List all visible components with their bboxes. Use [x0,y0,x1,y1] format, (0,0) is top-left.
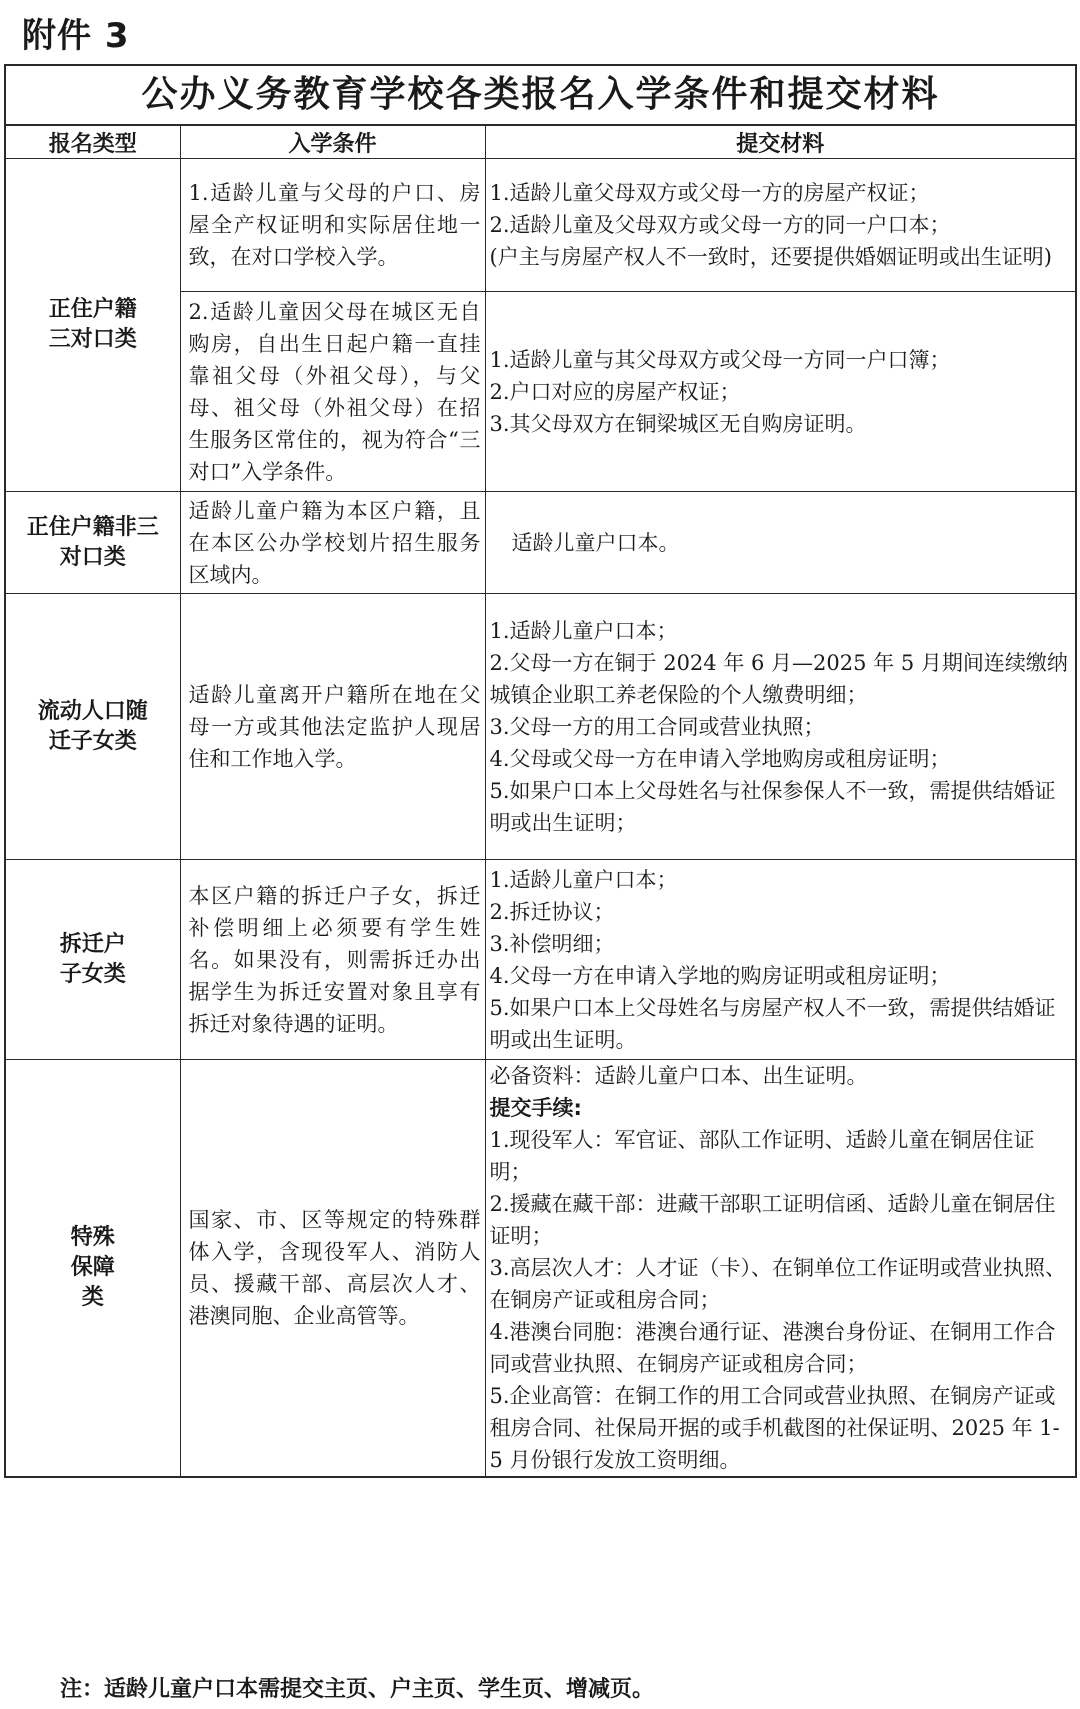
table-title: 公办义务教育学校各类报名入学条件和提交材料 [6,66,1075,126]
condition-cell: 本区户籍的拆迁户子女，拆迁补偿明细上必须要有学生姓名。如果没有，则需拆迁办出据学生为拆迁安置对象且享有拆迁对象待遇的证明。 [180,860,485,1060]
condition-cell: 适龄儿童离开户籍所在地在父母一方或其他法定监护人现居住和工作地入学。 [180,594,485,860]
materials-cell [485,1060,1075,1477]
type-label: 正住户籍三对口类 [48,297,137,352]
material-item: 1.适龄儿童与其父母双方或父母一方同一户口簿； [489,347,951,372]
table-row [6,492,1075,594]
type-label: 拆迁户子女类 [59,931,126,987]
type-cell [6,1060,180,1477]
material-item: 5.企业高管：在铜工作的用工合同或营业执照、在铜房产证或租房合同、社保局开据的或手机截图的社保证明、2025 年 1-5 月份银行发放工资明细。 [489,1384,1060,1472]
header-materials: 提交材料 [485,126,1075,159]
type-cell [6,594,180,860]
material-item: 4.港澳台同胞：港澳台通行证、港澳台身份证、在铜用工作合同或营业执照、在铜房产证或租房合同； [489,1320,1056,1376]
type-label: 正住户籍非三对口类 [26,514,159,570]
material-item: 4.父母一方在申请入学地的购房证明或租房证明； [489,963,951,988]
material-item: 2.父母一方在铜于 2024 年 6 月—2025 年 5 月期间连续缴纳城镇企业职工养老保险的个人缴费明细； [489,650,1068,707]
material-item: 3.高层次人才：人才证（卡）、在铜单位工作证明或营业执照、在铜房产证或租房合同； [489,1256,1067,1312]
material-item: 2.拆迁协议； [489,899,615,924]
material-item: 2.适龄儿童及父母双方或父母一方的同一户口本； [489,213,951,237]
materials-cell [485,594,1075,860]
material-item: 适龄儿童户口本。 [511,530,680,555]
material-item: 4.父母或父母一方在申请入学地购房或租房证明； [489,746,951,771]
table-row [6,1060,1075,1477]
condition-cell: 国家、市、区等规定的特殊群体入学，含现役军人、消防人员、援藏干部、高层次人才、港澳同胞、企业高管等。 [180,1060,485,1477]
material-item: (户主与房屋产权人不一致时，还要提供婚姻证明或出生证明) [489,245,1052,269]
type-label: 流动人口随迁子女类 [37,698,148,754]
type-cell [6,492,180,594]
materials-cell [485,292,1075,492]
materials-cell [485,860,1075,1060]
material-item: 1.适龄儿童父母双方或父母一方的房屋产权证； [489,181,930,205]
table-row [6,860,1075,1060]
material-item: 1.现役军人：军官证、部队工作证明、适龄儿童在铜居住证明； [489,1128,1035,1184]
material-item: 2.援藏在藏干部：进藏干部职工证明信函、适龄儿童在铜居住证明； [489,1192,1056,1248]
materials-cell [485,492,1075,594]
condition-cell: 1.适龄儿童与父母的户口、房屋全产权证明和实际居住地一致，在对口学校入学。 [180,159,485,292]
material-item: 5.如果户口本上父母姓名与社保参保人不一致，需提供结婚证明或出生证明； [489,778,1056,835]
material-item: 1.适龄儿童户口本； [489,618,678,643]
header-type: 报名类型 [6,126,180,159]
type-label: 特殊保障类 [70,1225,115,1310]
materials-cell [485,159,1075,292]
footnote: 注：适龄儿童户口本需提交主页、户主页、学生页、增减页。 [60,1677,655,1702]
material-item: 5.如果户口本上父母姓名与房屋产权人不一致，需提供结婚证明或出生证明。 [489,995,1056,1052]
material-item: 3.补偿明细； [489,931,615,956]
condition-cell: 适龄儿童户籍为本区户籍，且在本区公办学校划片招生服务区域内。 [180,492,485,594]
type-cell [6,159,180,492]
type-cell [6,860,180,1060]
table-row [6,594,1075,860]
material-item: 2.户口对应的房屋产权证； [489,379,741,404]
condition-cell: 2.适龄儿童因父母在城区无自购房，自出生日起户籍一直挂靠祖父母（外祖父母），与父母、祖父母（外祖父母）在招生服务区常住的，视为符合“三对口”入学条件。 [180,292,485,492]
procedure-label: 提交手续: [489,1096,582,1120]
material-item: 1.适龄儿童户口本； [489,867,678,892]
material-item: 3.父母一方的用工合同或营业执照； [489,714,825,739]
admission-table-sheet [4,64,1077,1478]
admission-table [6,126,1075,1476]
header-conditions: 入学条件 [180,126,485,159]
material-required: 必备资料：适龄儿童户口本、出生证明。 [489,1064,868,1088]
header-row [6,126,1075,159]
table-row [6,159,1075,292]
attachment-label: 附件 3 [22,16,130,56]
material-item: 3.其父母双方在铜梁城区无自购房证明。 [489,411,867,436]
